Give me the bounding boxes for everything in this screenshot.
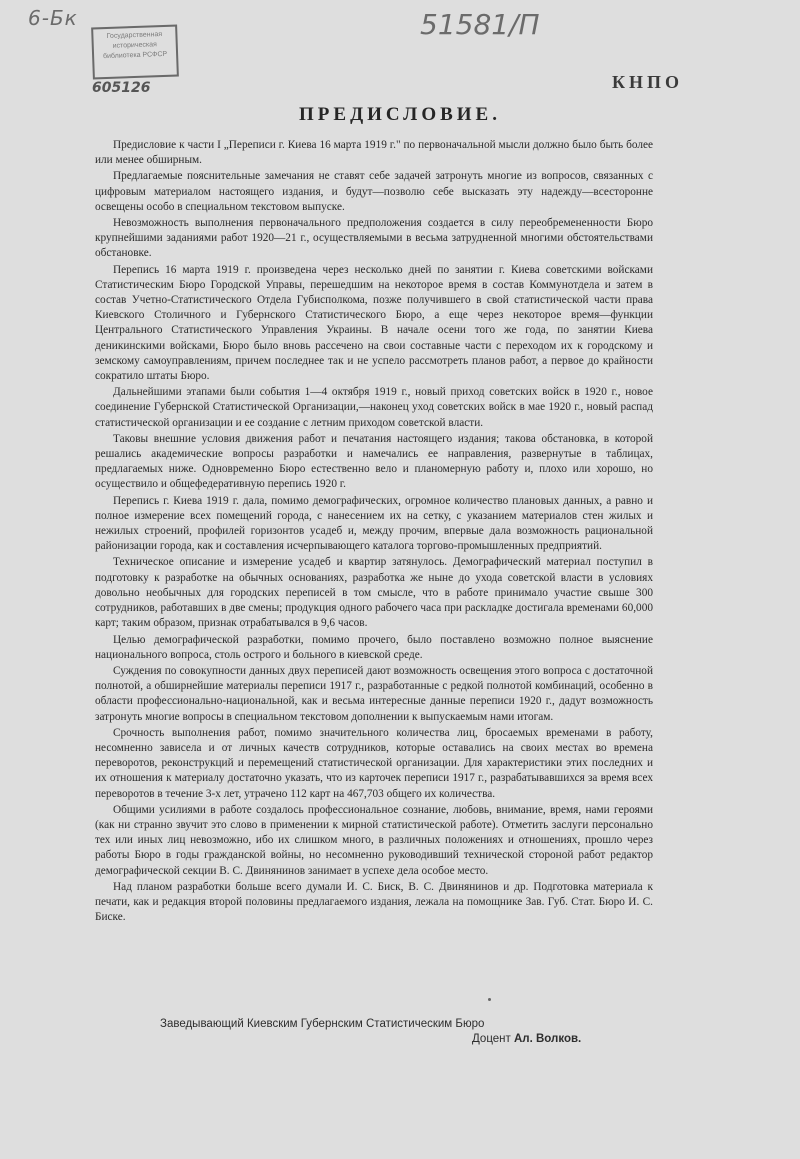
paragraph: Над планом разработки больше всего думали И. С. Биск, В. С. Двинянинов и др. Подготовка материала к печати, как и редакция второй половины предлагаемого издания, лежала на помощнике Зав. Губ. Стат. Бюро И. С. Биске. bbox=[95, 880, 653, 924]
paragraph: Предисловие к части I „Переписи г. Киева 16 марта 1919 г." по первоначальной мысли должно было быть более или менее обширным. bbox=[95, 139, 653, 167]
paragraph: Целью демографической разработки, помимо прочего, было поставлено возможно полное выяснение национального вопроса, столь острого и больного в киевской среде. bbox=[95, 633, 653, 661]
paragraph: Невозможность выполнения первоначального предположения создается в силу переобремененности Бюро крупнейшими заданиями работ 1920—21 г., осуществляемыми в весьма затрудненной многими обстоятельствами обстановке. bbox=[95, 217, 653, 260]
corner-stamp-label: КНПО bbox=[612, 72, 684, 92]
paragraph: Срочность выполнения работ, помимо значительного количества лиц, бросаемых временами в работу, несомненно зависела и от личных качеств сотрудников, которые оставались на своих местах во времена переворотов, реконструкций и перемещений статистической организации. Для характеристики этих последних и их отношения к материалу достаточно указать, что из карточек переписи 1917 г., разрабатывавшихся за время всех переворотов в течение 3-х лет, утрачено 112 карт на 467,703 общего их количества. bbox=[95, 726, 653, 800]
ink-dot bbox=[488, 998, 491, 1001]
signature-rank: Доцент bbox=[472, 1033, 511, 1045]
signature-position: Заведывающий Киевским Губернским Статистическим Бюро bbox=[160, 1018, 485, 1030]
paragraph: Общими усилиями в работе создалось профессиональное сознание, любовь, внимание, время, нами героями (как ни странно звучит это слово в применении к мирной статистической работе). Отметить заслуги персонально тех или иных лиц невозможно, ибо их слишком много, в различных положениях и отношениях, прошло через работы Бюро в годы гражданской войны, но несомненно руководивший технической стороной работ редактор демографической секции В. С. Двинянинов занимает в успехе дела особое место. bbox=[95, 803, 653, 877]
handwritten-shelfmark: 6-Бк bbox=[28, 6, 78, 30]
handwritten-inventory-number: 51581/П bbox=[420, 8, 540, 41]
library-stamp: Государственная историческая библиотека РСФСР bbox=[91, 25, 179, 80]
paragraph: Дальнейшими этапами были события 1—4 октября 1919 г., новый приход советских войск в 1920 г., новое соединение Губернской Статистической Организации,—наконец уход советских войск в мае 1920 г., новый распад статистической организации и ее создание с летним приходом советской власти. bbox=[95, 386, 653, 429]
paragraph: Перепись 16 марта 1919 г. произведена через несколько дней по занятии г. Киева советскими войсками Статистическим Бюро Городской Управы, перешедшим на некоторое время в состав Коммунотдела и затем в состав Учетно-Статистического Отдела Губисполкома, позже получившего в свой статистической части права Киевского Столичного и Губернского Статистического Бюро, а еще через некоторое время—функции Центрального Статистического Управления Украины. В начале осени того же года, по занятии Киева деникинскими войсками, Бюро было вновь рассечено на свои составные части с переходом их к городскому и земскому самоуправлениям, причем последнее так и не успело рассмотреть планов работ, а первое до крайности сократило штаты Бюро. bbox=[95, 263, 653, 383]
page-title: ПРЕДИСЛОВИЕ. bbox=[299, 104, 501, 125]
paragraph: Суждения по совокупности данных двух переписей дают возможность освещения этого вопроса с достаточной полнотой, а обширнейшие материалы переписи 1917 г., разработанные с редкой полнотой комбинаций, особенно в области профессионально-национальной, как и весьма интересные данные переписи 1920 г., дадут возможность затронуть многие вопросы в специальном текстовом дополнении к выпускаемым нами итогам. bbox=[95, 664, 653, 723]
paragraph: Таковы внешние условия движения работ и печатания настоящего издания; такова обстановка, в которой решались академические вопросы разработки и намечались ее направления, развернутые в таблицах, предлагаемых ниже. Одновременно Бюро естественно вело и планомерную работу и, плохо или хорошо, но осуществило и общефедеративную перепись 1920 г. bbox=[95, 432, 653, 491]
paragraph: Предлагаемые пояснительные замечания не ставят себе задачей затронуть многие из вопросов, связанных с цифровым материалом настоящего издания, и будут—позволю себе высказать эту надежду—всесторонне освещены особо в специальном текстовом выпуске. bbox=[95, 170, 653, 213]
paragraph: Техническое описание и измерение усадеб и квартир затянулось. Демографический материал поступил в подготовку к разработке на обычных основаниях, разработка же ныне до ухода советской власти в условиях довольно необычных для городских переписей в том смысле, что в работе принимало участие свыше 300 сотрудников, работавших в две смены; продукция одного рабочего часа при раскладке достигала временами 60,000 карт; таким образом, признак отрабатывался в 9,6 часов. bbox=[95, 556, 653, 630]
signature-block bbox=[472, 1033, 581, 1045]
paragraph: Перепись г. Киева 1919 г. дала, помимо демографических, огромное количество плановых данных, а равно и полное измерение всех помещений города, с нанесением их на сетку, с указанием материалов стен жилых и нежилых строений, профилей горизонтов усадеб и, между прочим, впервые дала возможность рациональной районизации города, как и составления исчерпывающего каталога торгово-промышленных предприятий. bbox=[95, 494, 653, 553]
signature-name: Ал. Волков. bbox=[514, 1033, 582, 1045]
preface-body bbox=[95, 138, 653, 926]
handwritten-accession-number: 605126 bbox=[92, 80, 151, 96]
